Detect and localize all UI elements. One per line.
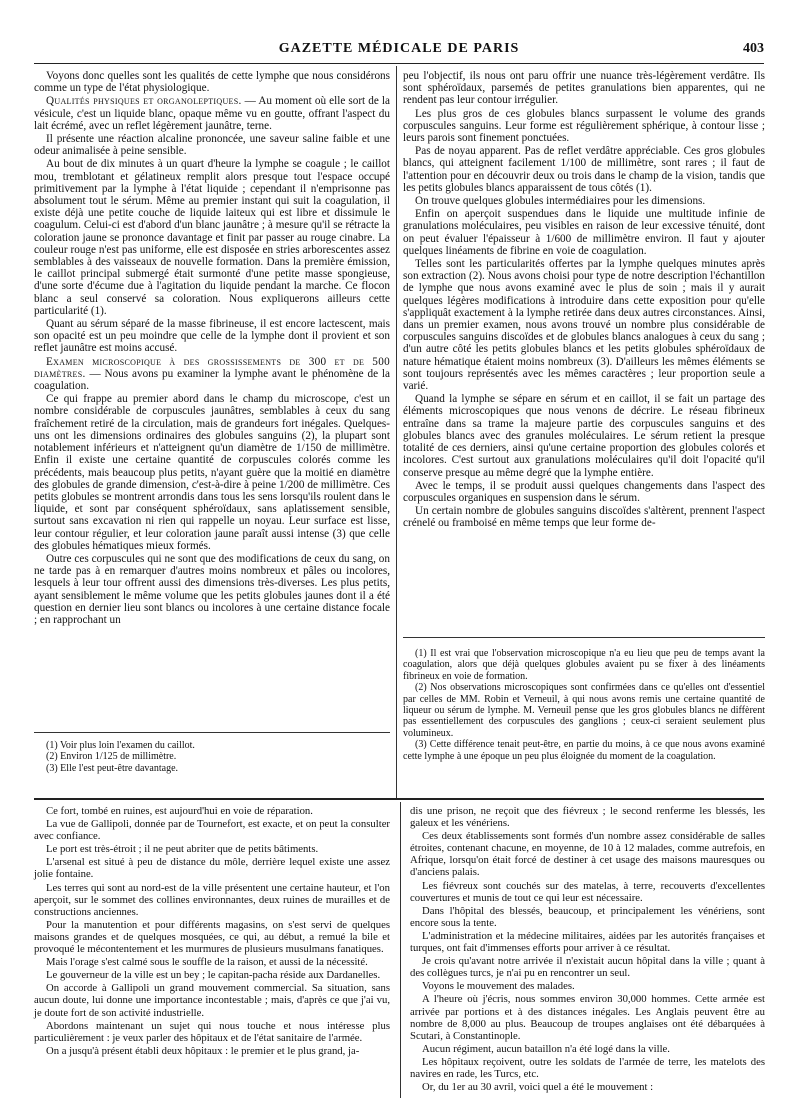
- paragraph-text: Le port est très-étroit ; il ne peut abriter que de petits bâtiments.: [46, 843, 319, 856]
- column-divider: [396, 66, 397, 799]
- footnote: (3) Cette différence tenait peut-être, en partie du moins, à ce que nous avons examiné cette lymphe à une époque un peu plus éloignée du moment de la coagulation.: [403, 739, 765, 762]
- paragraph: [403, 195, 765, 207]
- lower-column-left: [34, 805, 390, 1058]
- paragraph: [403, 208, 765, 257]
- paragraph-text: Or, du 1er au 30 avril, voici quel a été le mouvement :: [422, 1081, 654, 1094]
- paragraph-text: Ce fort, tombé en ruines, est aujourd'hui en voie de réparation.: [46, 805, 313, 817]
- paragraph-text: Dans l'hôpital des blessés, beaucoup, et principalement les vénériens, sont encore sous la tente.: [410, 904, 765, 929]
- paragraph: [34, 882, 390, 918]
- paragraph-text: Abordons maintenant un sujet qui nous touche et nous intéresse plus particulièrement : je veux parler des hôpitaux et de l'état sanitaire de l'armée.: [34, 1019, 390, 1044]
- paragraph-text: La vue de Gallipoli, donnée par de Tournefort, est exacte, et on peut la consulter avec confiance.: [34, 818, 390, 843]
- footnote-rule-left: [34, 732, 390, 733]
- article-column-left: [34, 70, 390, 627]
- paragraph: [410, 805, 765, 829]
- paragraph: [410, 1056, 765, 1080]
- paragraph-text: Telles sont les particularités offertes par la lymphe quelques minutes après son extraction (2). Nous avons choisi pour type de notre description l'échantillon de lymphe que nous avons examiné avec le plus de soin ; mais il y aurait quelques légères modifications à introduire dans cette exposition pour qu'elle s'appliquât exactement à la lymphe retirée dans deux autres circonstances. Ainsi, dans un premier examen, nous avons trouvé un nombre plus considérable de corpuscules sanguins discoïdes et de globules blancs analogues à ceux du sang ; d'un autre côté les petits globules blancs et les petits globules sphéroïdaux de nature hématique étaient moins nombreux (3). D'ailleurs les mêmes éléments se sont toujours représentés avec les mêmes caractères ; leur proportion seule a varié.: [403, 258, 765, 393]
- paragraph: [410, 1081, 765, 1093]
- page-header: [34, 41, 764, 63]
- paragraph: [34, 158, 390, 317]
- paragraph: [410, 980, 765, 992]
- paragraph-text: On trouve quelques globules intermédiaires pour les dimensions.: [415, 195, 706, 208]
- paragraph: [34, 982, 390, 1018]
- paragraph-text: Les fiévreux sont couchés sur des matelas, à terre, recouverts d'excellentes couvertures et munis de tout ce qui leur est nécessaire.: [410, 879, 765, 904]
- paragraph: [34, 818, 390, 842]
- paragraph: [403, 480, 765, 504]
- paragraph: [403, 393, 765, 478]
- paragraph: [34, 856, 390, 880]
- paragraph: [410, 930, 765, 954]
- paragraph: [34, 919, 390, 955]
- paragraph: [410, 955, 765, 979]
- section-rule: [34, 798, 764, 800]
- paragraph: [403, 108, 765, 145]
- paragraph-text: Au bout de dix minutes à un quart d'heure la lymphe se coagule ; le caillot mou, tremblotant et gélatineux remplit alors presque tout l'espace occupé primitivement par la lymphe à l'état liquide ; cependant il n'emprisonne pas absolument tout le sérum. Même au premier instant qui suit la coagulation, il existe déjà une petite couche de liquide laiteux qui est libre et dissimule le coagulum. Celui-ci est d'abord d'un blanc jaunâtre ; à mesure qu'il se rétracte la coloration jaune se prononce davantage et finit par passer au rouge cinabre. La couleur rouge n'est pas uniforme, elle est disposée en stries arborescentes assez semblables à des vaisseaux de nouvelle formation. Dans la première émission, le caillot principal submergé était surmonté d'une petite masse spongieuse, d'une sorte d'écume due à l'agitation du liquide pendant la marche. Ce flocon blanc a seul conservé sa coloration. Nous expliquerons ailleurs cette particularité (1).: [34, 158, 390, 317]
- paragraph-text: dis une prison, ne reçoit que des fiévreux ; le second renferme les blessés, les galeux et les vénériens.: [410, 805, 765, 830]
- paragraph: [410, 993, 765, 1041]
- paragraph-text: L'arsenal est situé à peu de distance du môle, derrière lequel existe une assez jolie fontaine.: [34, 856, 390, 881]
- paragraph: [34, 356, 390, 393]
- paragraph: [34, 95, 390, 132]
- paragraph-text: Il présente une réaction alcaline prononcée, une saveur saline faible et une odeur animalisée à peine sensible.: [34, 133, 390, 158]
- paragraph-text: peu l'objectif, ils nous ont paru offrir une nuance très-légèrement verdâtre. Ils sont sphéroïdaux, parsemés de petites granulations bien apparentes, qui ne rendent pas leur contour irrégulier.: [403, 70, 765, 107]
- paragraph-text: Quand la lymphe se sépare en sérum et en caillot, il se fait un partage des éléments microscopiques que nous venons de décrire. Le réseau fibrineux entraîne dans sa trame la majeure partie des corpuscules sanguins et des globules blancs avec des granules moléculaires. Le sérum retient la presque totalité de ces derniers, ainsi qu'une certaine proportion des globules colorés et incolores. C'est surtout aux granulations moléculaires qu'il doit l'opacité qu'il conserve presque au même degré que la lymphe entière.: [403, 393, 765, 479]
- paragraph: [34, 553, 390, 626]
- paragraph-text: Voyons le mouvement des malades.: [422, 980, 575, 993]
- footnote: (2) Environ 1/125 de millimètre.: [46, 751, 177, 763]
- footnote: (3) Elle l'est peut-être davantage.: [46, 762, 179, 774]
- paragraph-text: Je crois qu'avant notre arrivée il n'existait aucun hôpital dans la ville ; quant à des collègues turcs, je n'ai pu en rencontrer un seul.: [410, 955, 765, 980]
- section-heading: Examen microscopique à des grossissements de 300 et de 500 diamètres.: [34, 355, 390, 380]
- paragraph-text: Mais l'orage s'est calmé sous le souffle de la raison, et aussi de la nécessité.: [46, 956, 368, 969]
- footnote: (2) Nos observations microscopiques sont confirmées dans ce qu'elles ont d'essentiel par celles de MM. Robin et Verneuil, à qui nous avons remis une certaine quantité de liqueur ou sérum de lymphe. M. Verneuil pense que les gros globules blancs ne diffèrent pas essentiellement des corpuscules des ganglions ; ceux-ci seraient seulement plus volumineux.: [403, 682, 765, 739]
- paragraph-text: Les hôpitaux reçoivent, outre les soldats de l'armée de terre, les matelots des navires en rade, les Turcs, etc.: [410, 1055, 765, 1080]
- page-number: 403: [743, 41, 764, 56]
- paragraph: [34, 805, 390, 817]
- lower-column-divider: [400, 802, 401, 1098]
- paragraph-text: Pour la manutention et pour différents magasins, on s'est servi de quelques maisons grandes et de quelques mosquées, ce qui, au début, a remué la bile et provoqué le mécontentement et les murmures de plusieurs musulmans fanatiques.: [34, 918, 390, 956]
- paragraph: [34, 133, 390, 157]
- paragraph: [34, 956, 390, 968]
- paragraph: [403, 505, 765, 529]
- paragraph: [410, 1043, 765, 1055]
- lower-column-right: [410, 805, 765, 1094]
- section-heading: Qualités physiques et organoleptiques.: [46, 95, 242, 108]
- paragraph: [34, 1045, 390, 1057]
- paragraph: [34, 1020, 390, 1044]
- journal-title: GAZETTE MÉDICALE DE PARIS: [278, 41, 520, 56]
- header-rule: [34, 63, 764, 64]
- paragraph-text: Ce qui frappe au premier abord dans le champ du microscope, c'est un nombre considérable de corpuscules jaunâtres, semblables à ceux du sang fraîchement retiré de la circulation, mais de grandeurs fort inégales. Quelques-uns ont les dimensions ordinaires des globules sanguins (2), la plupart sont notablement inférieurs et n'atteignent qu'un diamètre de 1/150 de millimètre. Enfin il existe une certaine quantité de corpuscules colorés comme les précédents, mais beaucoup plus petits, n'ayant guère que la moitié en diamètre des globules de grande dimension, c'est-à-dire à peine 1/200 de millimètre. Ces petits globules se montrent arrondis dans tous les sens lorsqu'ils roulent dans le liquide, et sont par conséquent sphéroïdaux, sans aplatissement sensible, surtout sans excavation ni rien qui rappelle un noyau. Leur surface est lisse, leur contour régulier, et leur coloration jaune paraît aussi intense (3) que celle des globules hématiques mieux formés.: [34, 393, 390, 552]
- paragraph: [403, 145, 765, 194]
- paragraph-text: Quant au sérum séparé de la masse fibrineuse, il est encore lactescent, mais son opacité est un peu moindre que celle de la lymphe dont il provient et son reflet jaunâtre est moins accusé.: [34, 318, 390, 355]
- paragraph-text: Les plus gros de ces globules blancs surpassent le volume des grands corpuscules sanguins. Leur forme est régulièrement sphérique, à contour lisse ; leurs parois sont finement ponctuées.: [403, 107, 765, 145]
- paragraph-text: Les terres qui sont au nord-est de la ville présentent une certaine hauteur, et l'on aperçoit, sur le sommet des collines environnantes, deux ruines de murailles et de constructions anciennes.: [34, 881, 390, 918]
- footnotes-left: [34, 740, 390, 774]
- footnote: (1) Voir plus loin l'examen du caillot.: [46, 740, 195, 751]
- paragraph-text: Pas de noyau apparent. Pas de reflet verdâtre appréciable. Ces gros globules blancs, qui atteignent facilement 1/100 de millimètre, sont rares ; il faut de l'attention pour en découvrir deux ou trois dans le champ de la vision, tandis que les petits globules blancs apparaissent de tous côtés (1).: [403, 145, 765, 194]
- footnote-rule-right: [403, 637, 765, 638]
- paragraph-text: — Au moment où elle sort de la vésicule, c'est un liquide blanc, opaque même vu en goutte, offrant l'aspect du lait écrémé, avec un reflet légèrement jaunâtre, terne.: [34, 95, 390, 132]
- paragraph-text: Enfin on aperçoit suspendues dans le liquide une multitude infinie de granulations moléculaires, peu visibles en raison de leur excessive ténuité, dont on peut évaluer l'épaisseur à 1/600 de millimètre environ. Il faut y ajouter quelques linéaments de fibrine en voie de coagulation.: [403, 208, 765, 257]
- paragraph: [34, 70, 390, 94]
- paragraph: [403, 258, 765, 392]
- article-column-right: [403, 70, 765, 531]
- paragraph-text: On a jusqu'à présent établi deux hôpitaux : le premier et le plus grand, ja-: [46, 1044, 360, 1057]
- paragraph: [410, 880, 765, 904]
- paragraph: [34, 318, 390, 355]
- paragraph-text: Ces deux établissements sont formés d'un nombre assez considérable de salles étroites, contenant chacune, en moyenne, de 10 à 12 malades, comme autrefois, en Afrique, lorsqu'on était forcé de destiner à cet usage des maisons mauresques ou d'anciens palais.: [410, 830, 765, 879]
- footnote: (1) Il est vrai que l'observation microscopique n'a eu lieu que peu de temps avant la coagulation, alors que déjà quelques globules avaient pu se fixer à des linéaments fibrineux en voie de formation.: [403, 648, 765, 682]
- paragraph-text: Avec le temps, il se produit aussi quelques changements dans l'aspect des corpuscules organiques en suspension dans le sérum.: [403, 479, 765, 504]
- paragraph: [410, 905, 765, 929]
- footnotes-right: [403, 648, 765, 762]
- paragraph-text: Outre ces corpuscules qui ne sont que des modifications de ceux du sang, on ne tarde pas à en remarquer d'autres moins nombreux et pâles ou incolores, lesquels à leur tour offrent aussi des dimensions très-diverses. Les plus petits, ayant sensiblement le même volume que les petits globules jaunes dont il a été question en dernier lieu sont blancs ou incolores à une certaine distance focale ; en rapprochant un: [34, 552, 390, 626]
- paragraph: [410, 830, 765, 878]
- paragraph-text: — Nous avons pu examiner la lymphe avant le phénomène de la coagulation.: [34, 367, 390, 393]
- paragraph: [34, 969, 390, 981]
- paragraph: [34, 393, 390, 552]
- paragraph: [403, 70, 765, 107]
- paragraph-text: A l'heure où j'écris, nous sommes environ 30,000 hommes. Cette armée est arrivée par portions et à des distances inégales. Les Anglais peuvent être au nombre de 8,000 au plus. Beaucoup de troupes anglaises ont été débarquées à Scutari, à Constantinople.: [410, 993, 765, 1042]
- paragraph-text: L'administration et la médecine militaires, aidées par les autorités françaises et turques, ont fait d'immenses efforts pour arriver à ce résultat.: [410, 929, 765, 955]
- paragraph-text: Un certain nombre de globules sanguins discoïdes s'altèrent, prennent l'aspect crénelé ou framboisé en même temps que leur forme de-: [403, 505, 765, 530]
- paragraph-text: Le gouverneur de la ville est un bey ; le capitan-pacha réside aux Dardanelles.: [46, 969, 381, 982]
- paragraph-text: Voyons donc quelles sont les qualités de cette lymphe que nous considérons comme un type de l'état physiologique.: [34, 70, 390, 95]
- paragraph-text: Aucun régiment, aucun bataillon n'a été logé dans la ville.: [422, 1042, 670, 1055]
- paragraph: [34, 843, 390, 855]
- paragraph-text: On accorde à Gallipoli un grand mouvement commercial. Sa situation, sans aucun doute, lui donne une importance incontestable ; mais, d'après ce que j'ai vu, je doute fort de son activité industrielle.: [34, 982, 390, 1019]
